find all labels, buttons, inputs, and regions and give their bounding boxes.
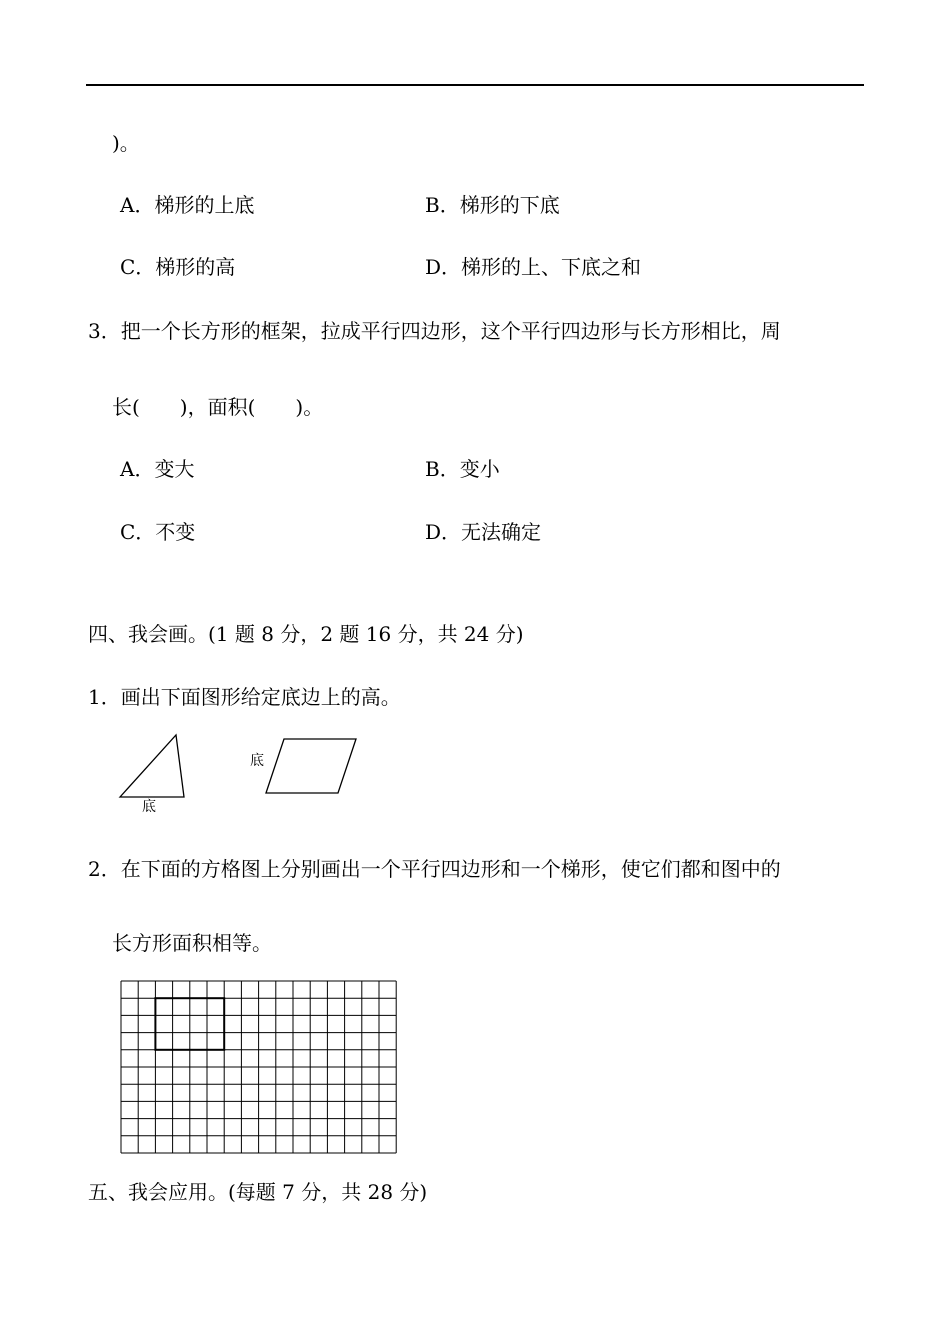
triangle-base-label: 底 bbox=[142, 799, 156, 815]
q3-option-d: D．无法确定 bbox=[425, 520, 542, 544]
q3-option-a: A．变大 bbox=[120, 457, 195, 481]
parallelogram-base-label: 底 bbox=[250, 753, 264, 769]
q3-option-b: B．变小 bbox=[425, 457, 500, 481]
q2-option-b: B．梯形的下底 bbox=[425, 193, 560, 217]
section4-title: 四、我会画。(1 题 8 分，2 题 16 分，共 24 分) bbox=[88, 622, 524, 646]
q2-option-a: A．梯形的上底 bbox=[120, 193, 255, 217]
q3-stem-line1: 3．把一个长方形的框架，拉成平行四边形，这个平行四边形与长方形相比，周 bbox=[88, 319, 781, 343]
q2-option-c: C．梯形的高 bbox=[120, 255, 236, 279]
header-rule bbox=[86, 84, 864, 86]
section5-title: 五、我会应用。(每题 7 分，共 28 分) bbox=[88, 1180, 428, 1204]
square-grid bbox=[120, 980, 398, 1154]
question-continuation: )。 bbox=[112, 131, 140, 155]
s4-question2-line1: 2．在下面的方格图上分别画出一个平行四边形和一个梯形，使它们都和图中的 bbox=[88, 857, 781, 881]
s4-question1: 1．画出下面图形给定底边上的高。 bbox=[88, 685, 401, 709]
q3-stem-line2: 长( )，面积( )。 bbox=[112, 395, 324, 419]
q3-option-c: C．不变 bbox=[120, 520, 196, 544]
parallelogram-figure bbox=[264, 737, 360, 797]
q2-option-d: D．梯形的上、下底之和 bbox=[425, 255, 642, 279]
triangle-figure bbox=[118, 733, 188, 801]
s4-question2-line2: 长方形面积相等。 bbox=[112, 931, 272, 955]
